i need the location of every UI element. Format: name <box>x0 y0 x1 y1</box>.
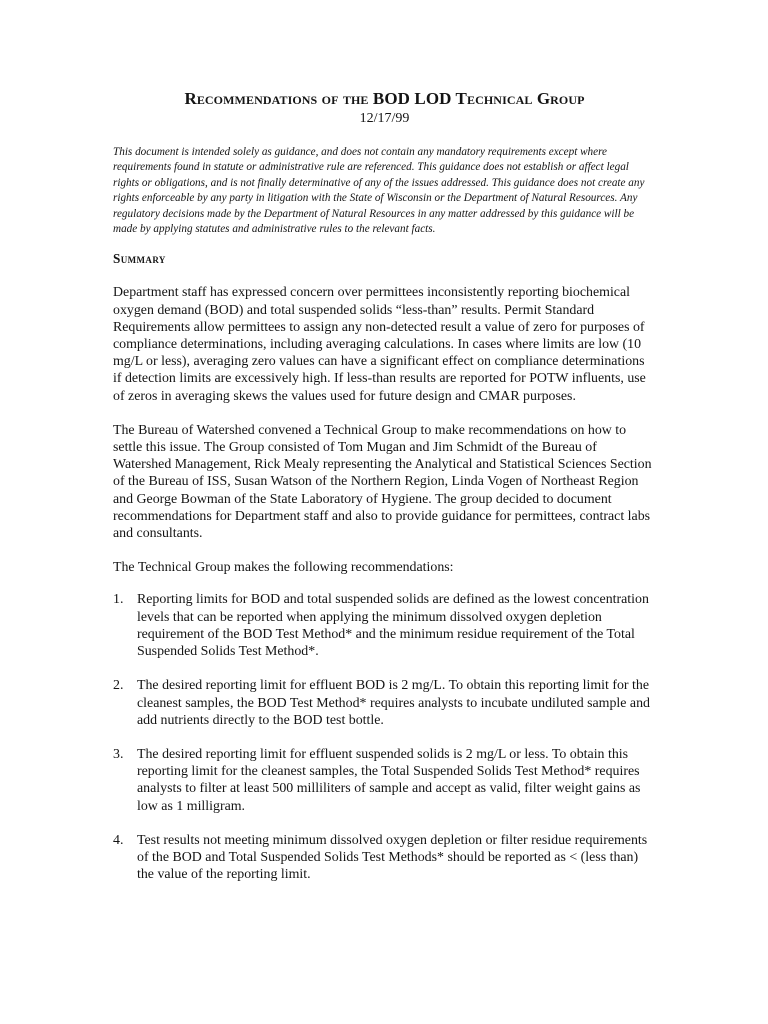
recommendation-item <box>113 746 656 815</box>
disclaimer-text: This document is intended solely as guidance, and does not contain any mandatory requirements except where requirements found in statute or administrative rule are referenced. This guidance does not establish or affect legal rights or obligations, and is not finally determinative of any of the issues addressed. This guidance does not create any rights enforceable by any party in litigation with the State of Wisconsin or the Department of Natural Resources. Any regulatory decisions made by the Department of Natural Resources in any matter addressed by this guidance will be made by applying statutes and administrative rules to the relevant facts. <box>113 146 645 236</box>
document-date: 12/17/99 <box>359 111 410 126</box>
recommendation-item <box>113 832 656 884</box>
recommendation-item <box>113 677 656 729</box>
summary-heading: Summary <box>113 251 166 267</box>
recommendation-number: 1. <box>113 592 124 608</box>
recommendation-item <box>113 591 656 660</box>
document-title: Recommendations of the BOD LOD Technical Group <box>184 89 585 108</box>
recommendations-list <box>113 591 656 883</box>
recommendation-number: 4. <box>113 832 124 848</box>
summary-paragraph-technical-group: The Bureau of Watershed convened a Technical Group to make recommendations on how to settle this issue. The Group consisted of Tom Mugan and Jim Schmidt of the Bureau of Watershed Management, Rick Mealy representing the Analytical and Statistical Sciences Section of the Bureau of ISS, Susan Watson of the Northern Region, Linda Vogen of Northeast Region and George Bowman of the State Laboratory of Hygiene. The group decided to document recommendations for Department staff and also to provide guidance for permittees, contract labs and consultants. <box>113 422 652 542</box>
recommendation-text: The desired reporting limit for effluent BOD is 2 mg/L. To obtain this reporting limit for the cleanest samples, the BOD Test Method* requires analysts to incubate undiluted sample and add nutrients directly to the BOD test bottle. <box>137 678 650 728</box>
recommendation-text: Reporting limits for BOD and total suspended solids are defined as the lowest concentration levels that can be reported when applying the minimum dissolved oxygen depletion requirement of the BOD Test Method* and the minimum residue requirement of the Total Suspended Solids Test Method*. <box>137 592 649 660</box>
recommendation-number: 3. <box>113 746 124 762</box>
recommendation-text: The desired reporting limit for effluent suspended solids is 2 mg/L or less. To obtain this reporting limit for the cleanest samples, the Total Suspended Solids Test Method* requires analysts to filter at least 500 milliliters of sample and accept as valid, filter weight gains as low as 1 milligram. <box>137 746 641 814</box>
recommendations-intro: The Technical Group makes the following recommendations: <box>113 560 454 576</box>
summary-paragraph-concern: Department staff has expressed concern over permittees inconsistently reporting biochemical oxygen demand (BOD) and total suspended solids “less-than” results. Permit Standard Requirements allow permittees to assign any non-detected result a value of zero for purposes of compliance determinations, including averaging calculations. In cases where limits are low (10 mg/L or less), averaging zero values can have a significant effect on compliance determinations if detection limits are excessively high. If less-than results are reported for POTW influents, use of zeros in averaging skews the values used for future design and CMAR purposes. <box>113 285 646 404</box>
recommendation-number: 2. <box>113 678 124 694</box>
recommendation-text: Test results not meeting minimum dissolved oxygen depletion or filter residue requirements of the BOD and Total Suspended Solids Test Methods* should be reported as < (less than) the value of the reporting limit. <box>137 832 648 883</box>
